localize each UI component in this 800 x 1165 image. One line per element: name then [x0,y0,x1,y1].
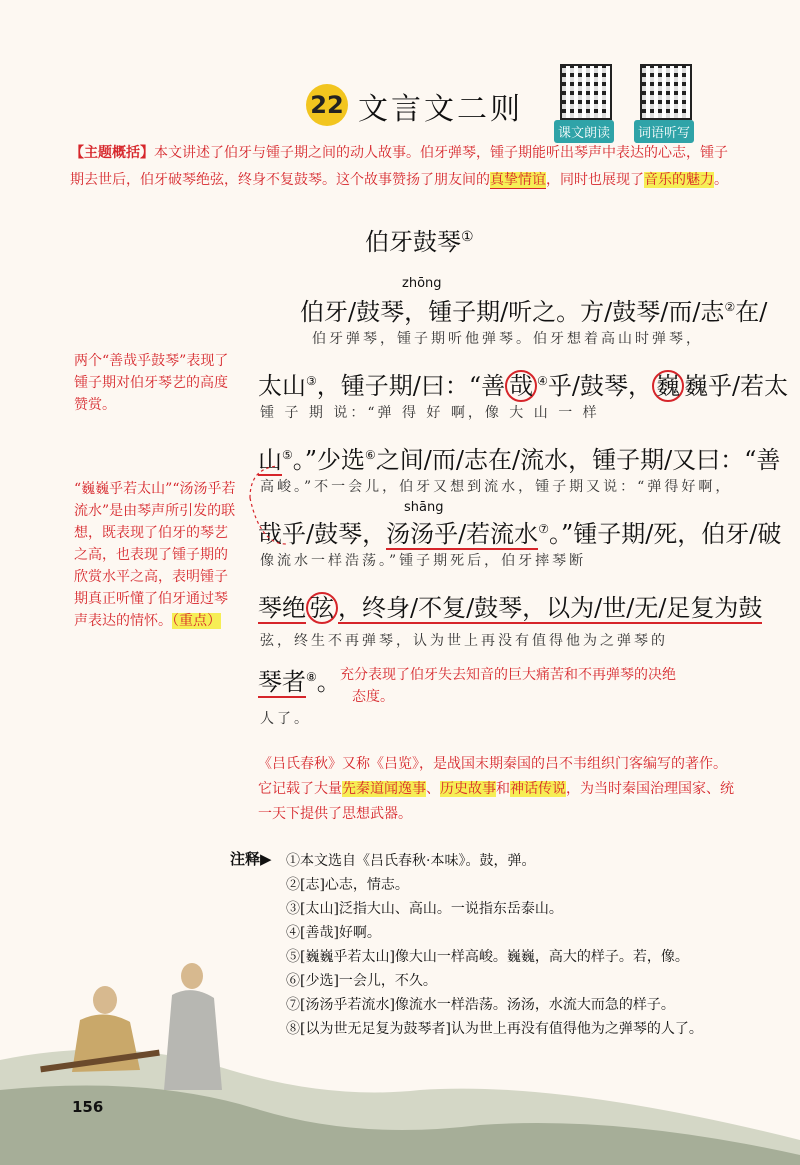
footnote-item: ④[善哉]好啊。 [286,925,381,941]
qr-code-icon[interactable] [560,64,612,120]
lushi-chunqiu-note: 《吕氏春秋》又称《吕览》，是战国末期秦国的吕不韦组织门客编写的著作。它记载了大量先秦道闻逸事、历史故事和神话传说，为当时秦国治理国家、统一天下提供了思想武器。 [258,756,734,822]
pinyin-shang: shāng [404,500,444,515]
qr-label-reading[interactable]: 课文朗读 [554,120,614,143]
circled-word: 哉 [505,370,537,402]
summary-highlight-friendship: 真挚情谊 [490,172,546,188]
theme-summary [70,140,738,194]
side-note-ending-tail: 态度。 [352,689,394,705]
footnote-item: ②[志]心志，情志。 [286,877,409,893]
dashed-arrow-down [250,498,286,544]
qr-label-dictation[interactable]: 词语听写 [634,120,694,143]
translation-line-4: 像流水一样浩荡。”锺子期死后，伯牙摔琴断 [260,553,587,569]
summary-label: 【主题概括】 [70,145,154,161]
circled-word: 巍 [652,370,684,402]
text-line-3: 山⑤。”少选⑥之间/而/志在/流水，锺子期/又曰：“善 [258,446,781,474]
page-number: 156 [72,1098,104,1116]
footnote-marker: ② [724,300,736,314]
footnote-item: ⑧[以为世无足复为鼓琴者]认为世上再没有值得他为之弹琴的人了。 [286,1021,703,1037]
text-line-4: 哉乎/鼓琴，汤汤乎/若流水⑦。”锺子期/死，伯牙/破 [258,520,782,548]
text-line-2: 太山③，锺子期/曰：“善 哉 ④乎/鼓琴， 巍 巍乎/若太 [258,372,789,400]
text-title: 伯牙鼓琴① [365,228,474,256]
pinyin-zhong: zhōng [402,276,442,291]
illustration-boya-ziqi [0,940,800,1165]
qr-code-reading[interactable] [560,64,612,120]
notes-label: 注释▶ [230,850,272,868]
translation-line-2: 锺 子 期 说：“弹 得 好 啊，像 大 山 一 样 [260,405,600,421]
highlight: 神话传说 [510,781,566,797]
qr-code-icon[interactable] [640,64,692,120]
text-line-1: 伯牙/鼓琴，锺子期/听之。方/鼓琴/而/志②在/ [300,298,768,326]
text-line-5: 琴绝 弦 ，终身/不复/鼓琴，以为/世/无/足复为鼓 [258,594,763,622]
lesson-number-badge: 22 [306,84,348,126]
highlight: 历史故事 [440,781,496,797]
lesson-title: 文言文二则 [358,92,523,127]
footnote-marker: ① [461,229,474,245]
footnote-item: ③[太山]泛指大山、高山。一说指东岳泰山。 [286,901,563,917]
text-line-6: 琴者⑧。 [258,668,341,696]
summary-text: ，同时也展现了 [546,172,644,188]
side-note-ending: 充分表现了伯牙失去知音的巨大痛苦和不再弹琴的决绝 [340,667,676,683]
translation-line-6: 人了。 [260,711,311,727]
translation-line-5: 弦，终生不再弹琴，认为世上再没有值得他为之弹琴的 [260,633,668,649]
translation-line-1: 伯牙弹琴，锺子期听他弹琴。伯牙想着高山时弹琴， [312,331,703,347]
footnote-item: ⑦[汤汤乎若流水]像流水一样浩荡。汤汤，水流大而急的样子。 [286,997,675,1013]
qr-code-dictation[interactable] [640,64,692,120]
footnote-item: ①本文选自《吕氏春秋·本味》。鼓，弹。 [286,853,536,869]
footnote-item: ⑤[巍巍乎若太山]像大山一样高峻。巍巍，高大的样子。若，像。 [286,949,689,965]
highlight: 先秦道闻逸事 [342,781,426,797]
footnote-item: ⑥[少选]一会儿，不久。 [286,973,437,989]
key-point-tag: （重点） [172,613,221,629]
circled-word: 弦 [306,592,338,624]
summary-highlight-music: 音乐的魅力 [644,172,714,188]
dashed-arrow-up [250,466,278,498]
side-note-association: “巍巍乎若太山”“汤汤乎若流水”是由琴声所引发的联想，既表现了伯牙的琴艺之高，也表现了锺子期的欣赏水平之高，表明锺子期真正听懂了伯牙通过琴声表达的情怀。（重点） [74,481,236,629]
side-note-arrow [230,440,290,560]
side-note-praise: 两个“善哉乎鼓琴”表现了锺子期对伯牙琴艺的高度赞赏。 [74,353,229,413]
translation-line-3: 高峻。”不一会儿，伯牙又想到流水，锺子期又说：“弹得好啊， [260,479,733,495]
summary-text: 本文讲述了伯牙与锺子期之间的动人故事。伯牙弹琴，锺子期能听出琴声中表达的心志，锺子期去世后，伯牙破琴绝弦，终身不复鼓琴。这个故事赞扬了朋友间的 [70,145,728,188]
summary-text: 。 [714,172,728,188]
